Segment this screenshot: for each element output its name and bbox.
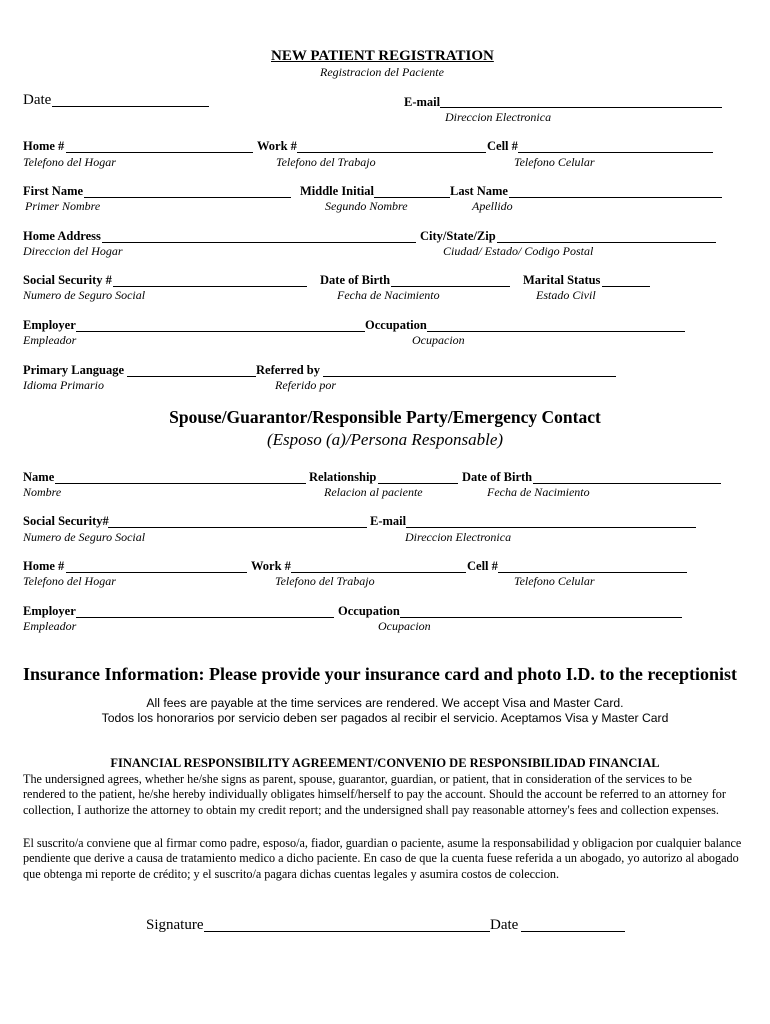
home-phone-field[interactable] (66, 152, 253, 153)
occupation-field[interactable] (427, 331, 685, 332)
middle-initial-label: Middle Initial (300, 184, 374, 198)
agreement-paragraph-es: El suscrito/a conviene que al firmar como padre, esposo/a, fiador, guardian o paciente, asume la responsabilidad y obligacion por cualquier balance pendiente que derive a causa de tratamiento medico a dicho paciente. En caso de que la cuenta fuese referida a un abogado, yo autorizo al abogado que obtenga mi reporte de crédito; y el suscrito/a pagara dichas cuentas legales y asumira costos de coleccion. (23, 836, 742, 881)
page-title: NEW PATIENT REGISTRATION (271, 48, 494, 64)
last-name-label-es: Apellido (472, 199, 513, 213)
referred-by-label: Referred by (256, 363, 320, 377)
home-phone-label-es: Telefono del Hogar (23, 155, 116, 169)
cell-phone-field[interactable] (518, 152, 713, 153)
contact-heading-es: (Esposo (a)/Persona Responsable) (266, 430, 504, 449)
work-phone-label-es: Telefono del Trabajo (276, 155, 376, 169)
referred-by-field[interactable] (323, 376, 616, 377)
dob-label-es: Fecha de Nacimiento (337, 288, 440, 302)
contact-name-label: Name (23, 470, 55, 484)
city-state-zip-field[interactable] (497, 242, 716, 243)
date-field[interactable] (52, 106, 209, 107)
first-name-label: First Name (23, 184, 84, 198)
agreement-heading: FINANCIAL RESPONSIBILITY AGREEMENT/CONVENIO DE RESPONSIBILIDAD FINANCIAL (110, 756, 660, 770)
employer-label: Employer (23, 318, 76, 332)
language-label-es: Idioma Primario (23, 378, 104, 392)
cell-phone-label: Cell # (487, 139, 518, 153)
insurance-heading: Insurance Information: Please provide your insurance card and photo I.D. to the receptionist (23, 664, 738, 684)
signature-label: Signature (146, 917, 204, 933)
ssn-label: Social Security # (23, 273, 112, 287)
contact-email-label: E-mail (370, 514, 407, 528)
middle-initial-label-es: Segundo Nombre (325, 199, 408, 213)
date-label: Date (23, 92, 52, 108)
relationship-label: Relationship (309, 470, 377, 484)
relationship-label-es: Relacion al paciente (324, 485, 423, 499)
work-phone-label: Work # (257, 139, 297, 153)
contact-ssn-field[interactable] (108, 527, 367, 528)
contact-cell-phone-label: Cell # (467, 559, 498, 573)
page-subtitle: Registracion del Paciente (320, 65, 444, 79)
contact-work-phone-field[interactable] (291, 572, 466, 573)
contact-work-phone-label-es: Telefono del Trabajo (275, 574, 375, 588)
contact-occupation-label: Occupation (338, 604, 400, 618)
contact-employer-label: Employer (23, 604, 76, 618)
contact-employer-label-es: Empleador (23, 619, 77, 633)
contact-employer-field[interactable] (76, 617, 334, 618)
cell-phone-label-es: Telefono Celular (514, 155, 595, 169)
home-address-label-es: Direccion del Hogar (23, 244, 123, 258)
email-label-es: Direccion Electronica (445, 110, 552, 124)
ssn-label-es: Numero de Seguro Social (23, 288, 146, 302)
occupation-label-es: Ocupacion (412, 333, 465, 347)
email-field[interactable] (440, 107, 722, 108)
referred-by-label-es: Referido por (275, 378, 336, 392)
home-address-field[interactable] (102, 242, 416, 243)
marital-status-field[interactable] (602, 286, 650, 287)
language-field[interactable] (127, 376, 256, 377)
work-phone-field[interactable] (297, 152, 486, 153)
contact-name-label-es: Nombre (23, 485, 62, 499)
dob-field[interactable] (391, 286, 510, 287)
contact-email-field[interactable] (406, 527, 696, 528)
contact-ssn-label-es: Numero de Seguro Social (23, 530, 146, 544)
contact-cell-phone-label-es: Telefono Celular (514, 574, 595, 588)
employer-field[interactable] (76, 331, 365, 332)
contact-home-phone-label: Home # (23, 559, 65, 573)
contact-dob-label: Date of Birth (462, 470, 533, 484)
contact-occupation-label-es: Ocupacion (378, 619, 431, 633)
home-address-label: Home Address (23, 229, 101, 243)
contact-name-field[interactable] (55, 483, 306, 484)
middle-initial-field[interactable] (374, 197, 450, 198)
home-phone-label: Home # (23, 139, 65, 153)
contact-occupation-field[interactable] (400, 617, 682, 618)
fees-notice-en: All fees are payable at the time services are rendered. We accept Visa and Master Card. (146, 696, 624, 710)
marital-status-label: Marital Status (523, 273, 601, 287)
last-name-field[interactable] (509, 197, 722, 198)
contact-dob-label-es: Fecha de Nacimiento (487, 485, 590, 499)
signature-field[interactable] (204, 931, 490, 932)
city-state-zip-label-es: Ciudad/ Estado/ Codigo Postal (443, 244, 594, 258)
dob-label: Date of Birth (320, 273, 391, 287)
marital-status-label-es: Estado Civil (536, 288, 596, 302)
agreement-paragraph-en: The undersigned agrees, whether he/she signs as parent, spouse, guarantor, guardian, or patient, that in consideration of the services to be rendered to the patient, he/she hereby individually obligates himself/herself to pay the account. Should the account be referred to an attorney for collection, I authorize the attorney to obtain my credit report; and the undersigned shall pay reasonable attorney's fees and collection expenses. (23, 772, 726, 817)
employer-label-es: Empleador (23, 333, 77, 347)
email-label: E-mail (404, 95, 441, 109)
contact-cell-phone-field[interactable] (498, 572, 687, 573)
signature-date-label: Date (490, 917, 519, 933)
relationship-field[interactable] (378, 483, 458, 484)
ssn-field[interactable] (113, 286, 307, 287)
contact-work-phone-label: Work # (251, 559, 291, 573)
first-name-label-es: Primer Nombre (25, 199, 101, 213)
language-label: Primary Language (23, 363, 125, 377)
contact-ssn-label: Social Security# (23, 514, 109, 528)
occupation-label: Occupation (365, 318, 427, 332)
first-name-field[interactable] (84, 197, 291, 198)
contact-heading: Spouse/Guarantor/Responsible Party/Emergency Contact (169, 407, 601, 427)
contact-home-phone-field[interactable] (66, 572, 247, 573)
last-name-label: Last Name (450, 184, 508, 198)
contact-home-phone-label-es: Telefono del Hogar (23, 574, 116, 588)
city-state-zip-label: City/State/Zip (420, 229, 496, 243)
fees-notice-es: Todos los honorarios por servicio deben ser pagados al recibir el servicio. Aceptamos Visa y Master Card (101, 711, 669, 725)
contact-email-label-es: Direccion Electronica (405, 530, 512, 544)
signature-date-field[interactable] (521, 931, 625, 932)
contact-dob-field[interactable] (533, 483, 721, 484)
